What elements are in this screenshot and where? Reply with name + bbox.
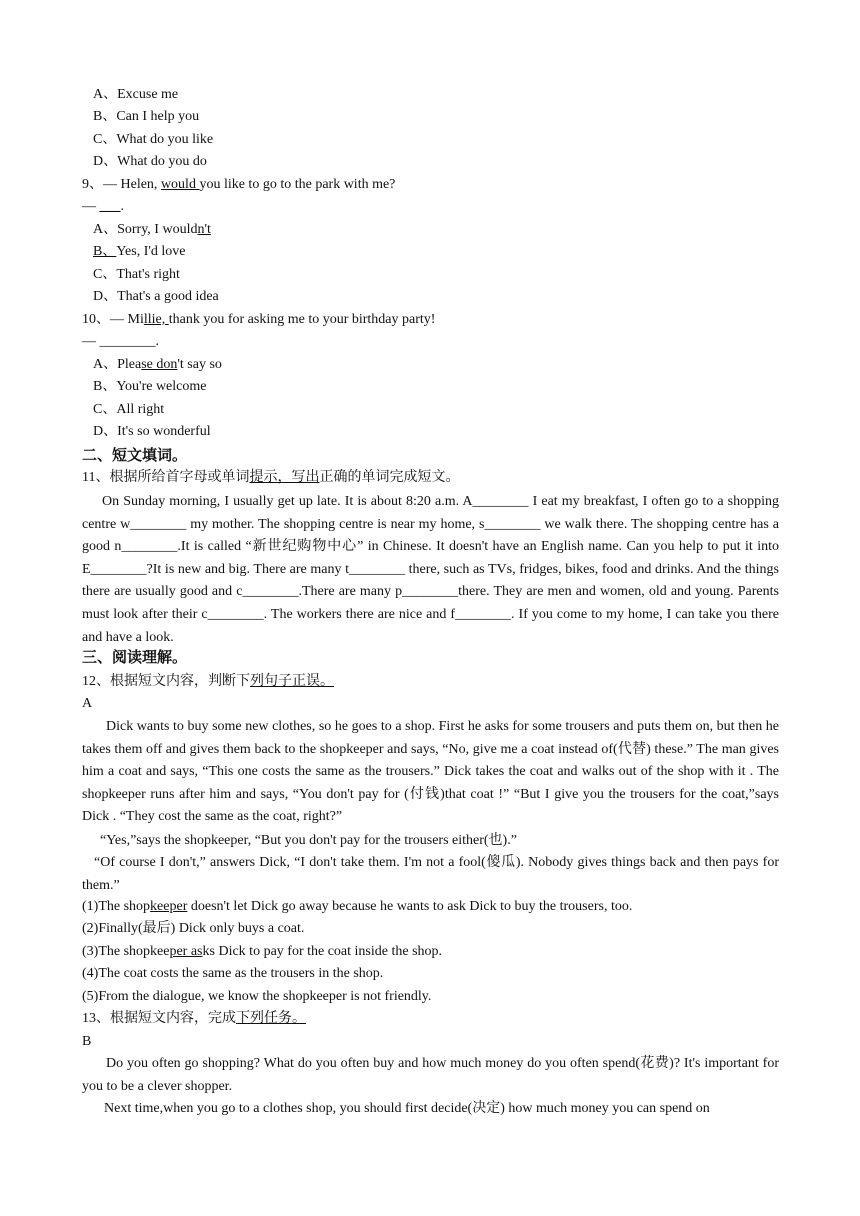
statement-5: (5)From the dialogue, we know the shopkeeper is not friendly.	[82, 989, 432, 1004]
q10-stem: 10、— Millie, thank you for asking me to your birthday party!	[82, 312, 436, 327]
q9-option-a: A、Sorry, I wouldn't	[93, 222, 211, 237]
q9-stem: 9、— Helen, would you like to go to the park with me?	[82, 177, 396, 192]
passage-a-paragraph-1: Dick wants to buy some new clothes, so he goes to a shop. First he asks for some trousers and puts them on, but then he takes them off and gives them back to the shopkeeper and says, “No, give me a coat instead of(代替) these.” The man gives him a coat and says, “This one costs the same as the trousers.” Dick takes the coat and walks out of the shop with it . The shopkeeper runs after him and says, “You don't pay for (付钱)that coat !” “But I give you the trousers for the coat,”says Dick . “They cost the same as the coat, right?”	[82, 719, 779, 825]
q10-option-d: D、It's so wonderful	[93, 424, 211, 439]
section-2-heading: 二、短文填词。	[82, 446, 188, 464]
q8-option-b: B、Can I help you	[93, 109, 200, 124]
q10-reply: — ________.	[82, 334, 159, 349]
q8-option-c: C、What do you like	[93, 132, 214, 147]
q12-instruction: 12、根据短文内容，判断下列句子正误。	[82, 674, 334, 689]
q9-option-d: D、That's a good idea	[93, 289, 219, 304]
q9-reply: — ___.	[82, 199, 124, 214]
q10-option-a: A、Please don't say so	[93, 357, 222, 372]
q8-option-d: D、What do you do	[93, 154, 207, 169]
statement-2: (2)Finally(最后) Dick only buys a coat.	[82, 921, 305, 936]
q13-instruction: 13、根据短文内容，完成下列任务。	[82, 1011, 306, 1026]
passage-a-paragraph-2: “Yes,”says the shopkeeper, “But you don't pay for the trousers either(也).”	[100, 833, 517, 848]
statement-4: (4)The coat costs the same as the trousers in the shop.	[82, 966, 384, 981]
passage-a-paragraph-3: “Of course I don't,” answers Dick, “I don't take them. I'm not a fool(傻瓜). Nobody gives things back and then pays for them.”	[82, 855, 779, 893]
q11-instruction: 11、根据所给首字母或单词提示，写出正确的单词完成短文。	[82, 470, 460, 485]
q8-option-a: A、Excuse me	[93, 87, 179, 102]
q10-option-c: C、All right	[93, 402, 165, 417]
passage-b-label: B	[82, 1034, 92, 1049]
passage-a-label: A	[82, 696, 93, 711]
statement-3: (3)The shopkeeper asks Dick to pay for the coat inside the shop.	[82, 944, 443, 959]
passage-b-paragraph-2: Next time,when you go to a clothes shop, you should first decide(决定) how much money you can spend on	[104, 1101, 710, 1116]
q9-option-c: C、That's right	[93, 267, 180, 282]
q9-option-b: B、Yes, I'd love	[93, 244, 186, 259]
passage-b-paragraph-1: Do you often go shopping? What do you often buy and how much money do you often spend(花费)? It's important for you to be a clever shopper.	[82, 1056, 779, 1094]
q10-option-b: B、You're welcome	[93, 379, 207, 394]
section-3-heading: 三、阅读理解。	[82, 648, 188, 666]
q11-passage: On Sunday morning, I usually get up late. It is about 8:20 a.m. A________ I eat my breakfast, I often go to a shopping centre w________ my mother. The shopping centre is near my home, s________ we walk there. The shopping centre has a good n________.It is called “新世纪购物中心” in Chinese. It doesn't have an English name. Can you help to put it into E________?It is new and big. There are many t________ there, such as TVs, fridges, bikes, food and drinks. And the things there are usually good and c________.There are many p________there. They are men and women, old and young. Parents must look after their c________. The workers there are nice and f________. If you come to my home, I can take you there and have a look.	[82, 494, 779, 645]
statement-1: (1)The shopkeeper doesn't let Dick go away because he wants to ask Dick to buy the trousers, too.	[82, 899, 633, 914]
